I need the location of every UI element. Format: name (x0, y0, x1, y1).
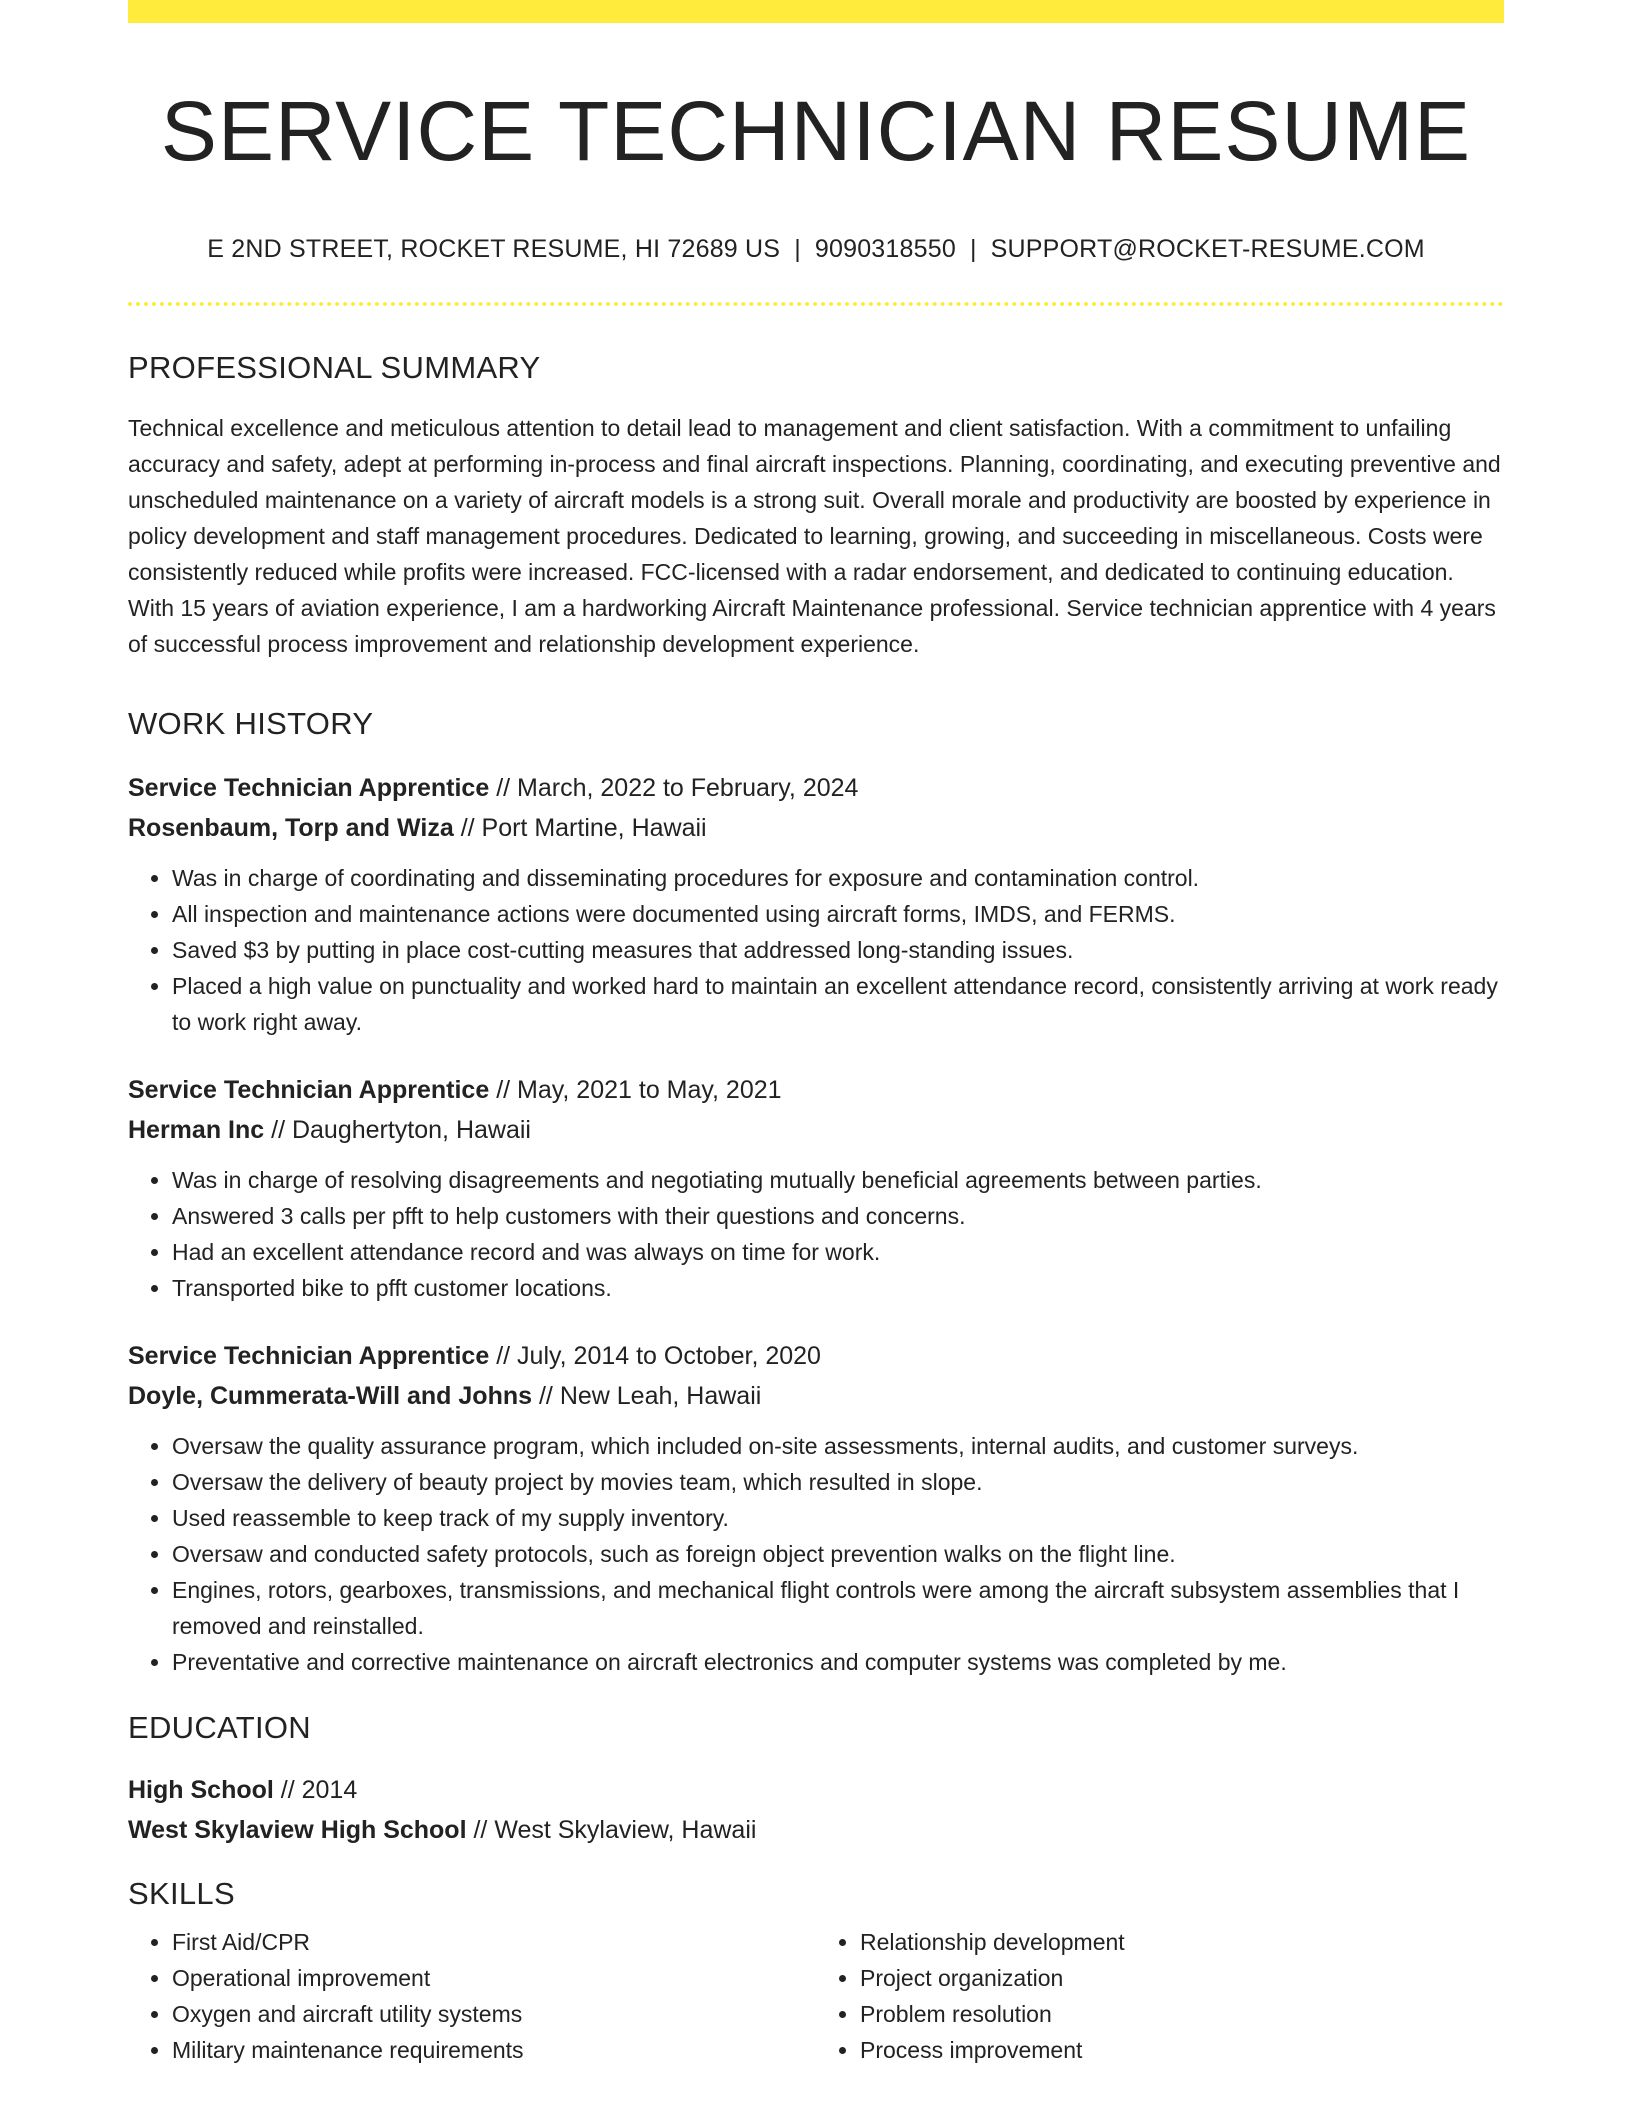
job-bullet: • Answered 3 calls per pfft to help customers with their questions and concerns. (172, 1198, 1504, 1234)
job-entry (128, 1336, 1504, 1680)
top-accent-bar (128, 0, 1504, 23)
work-history-heading: WORK HISTORY (128, 706, 374, 742)
job-company: Rosenbaum, Torp and Wiza (128, 814, 454, 843)
job-title: Service Technician Apprentice (128, 774, 490, 803)
job-company-line (128, 808, 1504, 848)
skill-item: • Project organization (860, 1960, 1504, 1996)
job-bullet: • Was in charge of coordinating and disseminating procedures for exposure and contamination control. (172, 860, 1504, 896)
contact-phone: 9090318550 (814, 235, 956, 264)
resume-page (128, 0, 1504, 2068)
job-bullet: • Oversaw the delivery of beauty project by movies team, which resulted in slope. (172, 1464, 1504, 1500)
contact-address: E 2ND STREET, ROCKET RESUME, HI 72689 US (207, 235, 781, 264)
job-entry (128, 1070, 1504, 1306)
skill-item: • Oxygen and aircraft utility systems (172, 1996, 816, 2032)
skill-item: • Operational improvement (172, 1960, 816, 1996)
job-bullets (128, 1428, 1504, 1680)
job-bullet: • Oversaw the quality assurance program, which included on-site assessments, internal audits, and customer surveys. (172, 1428, 1504, 1464)
job-bullet: • Engines, rotors, gearboxes, transmissions, and mechanical flight controls were among the aircraft subsystem assemblies that I removed and reinstalled. (172, 1572, 1504, 1644)
job-title: Service Technician Apprentice (128, 1342, 490, 1371)
job-bullet: • Transported bike to pfft customer locations. (172, 1270, 1504, 1306)
skill-item: • Problem resolution (860, 1996, 1504, 2032)
job-dates: // July, 2014 to October, 2020 (496, 1342, 821, 1371)
job-bullet: • Had an excellent attendance record and was always on time for work. (172, 1234, 1504, 1270)
header-divider (128, 302, 1504, 306)
job-location: // Daughertyton, Hawaii (271, 1116, 531, 1145)
education-degree-line (128, 1770, 1504, 1810)
job-bullet: • All inspection and maintenance actions were documented using aircraft forms, IMDS, and FERMS. (172, 896, 1504, 932)
education-degree: High School (128, 1776, 274, 1805)
job-bullet: • Was in charge of resolving disagreements and negotiating mutually beneficial agreements between parties. (172, 1162, 1504, 1198)
job-dates: // May, 2021 to May, 2021 (496, 1076, 782, 1105)
job-company: Doyle, Cummerata-Will and Johns (128, 1382, 533, 1411)
job-bullet: • Placed a high value on punctuality and worked hard to maintain an excellent attendance record, consistently arriving at work ready to work right away. (172, 968, 1504, 1040)
job-bullet: • Saved $3 by putting in place cost-cutting measures that addressed long-standing issues. (172, 932, 1504, 968)
skills-list-left (128, 1924, 816, 2068)
job-dates: // March, 2022 to February, 2024 (496, 774, 859, 803)
job-title-line (128, 768, 1504, 808)
job-bullet: • Oversaw and conducted safety protocols, such as foreign object prevention walks on the flight line. (172, 1536, 1504, 1572)
summary-heading: PROFESSIONAL SUMMARY (128, 350, 541, 386)
job-title: Service Technician Apprentice (128, 1076, 490, 1105)
job-entry (128, 768, 1504, 1040)
skills-list-right (816, 1924, 1504, 2068)
skill-item: • First Aid/CPR (172, 1924, 816, 1960)
education-heading: EDUCATION (128, 1710, 311, 1746)
skills-columns (128, 1924, 1504, 2068)
job-title-line (128, 1070, 1504, 1110)
job-company: Herman Inc (128, 1116, 265, 1145)
skill-item: • Relationship development (860, 1924, 1504, 1960)
skills-heading: SKILLS (128, 1876, 235, 1912)
job-title-line (128, 1336, 1504, 1376)
job-location: // New Leah, Hawaii (538, 1382, 762, 1411)
skill-item: • Military maintenance requirements (172, 2032, 816, 2068)
job-bullet: • Preventative and corrective maintenance on aircraft electronics and computer systems was completed by me. (172, 1644, 1504, 1680)
education-school-line (128, 1810, 1504, 1850)
contact-separator: | (969, 235, 977, 264)
job-bullet: • Used reassemble to keep track of my supply inventory. (172, 1500, 1504, 1536)
contact-email: SUPPORT@ROCKET-RESUME.COM (990, 235, 1425, 264)
page-title: SERVICE TECHNICIAN RESUME (160, 84, 1472, 178)
contact-separator: | (794, 235, 801, 264)
education-entry (128, 1770, 1504, 1850)
job-company-line (128, 1110, 1504, 1150)
education-location: // West Skylaview, Hawaii (473, 1816, 757, 1845)
summary-text: Technical excellence and meticulous attention to detail lead to management and client satisfaction. With a commitment to unfailing accuracy and safety, adept at performing in-process and final aircraft inspections. Planning, coordinating, and executing preventive and unscheduled maintenance on a variety of aircraft models is a strong suit. Overall morale and productivity are boosted by experience in policy development and staff management procedures. Dedicated to learning, growing, and succeeding in miscellaneous. Costs were consistently reduced while profits were increased. FCC-licensed with a radar endorsement, and dedicated to continuing education. With 15 years of aviation experience, I am a hardworking Aircraft Maintenance professional. Service technician apprentice with 4 years of successful process improvement and relationship development experience. (128, 415, 1501, 658)
education-year: // 2014 (280, 1776, 358, 1805)
contact-line (128, 235, 1504, 264)
education-school: West Skylaview High School (128, 1816, 467, 1845)
job-bullets (128, 860, 1504, 1040)
skill-item: • Process improvement (860, 2032, 1504, 2068)
job-location: // Port Martine, Hawaii (460, 814, 707, 843)
job-company-line (128, 1376, 1504, 1416)
job-bullets (128, 1162, 1504, 1306)
